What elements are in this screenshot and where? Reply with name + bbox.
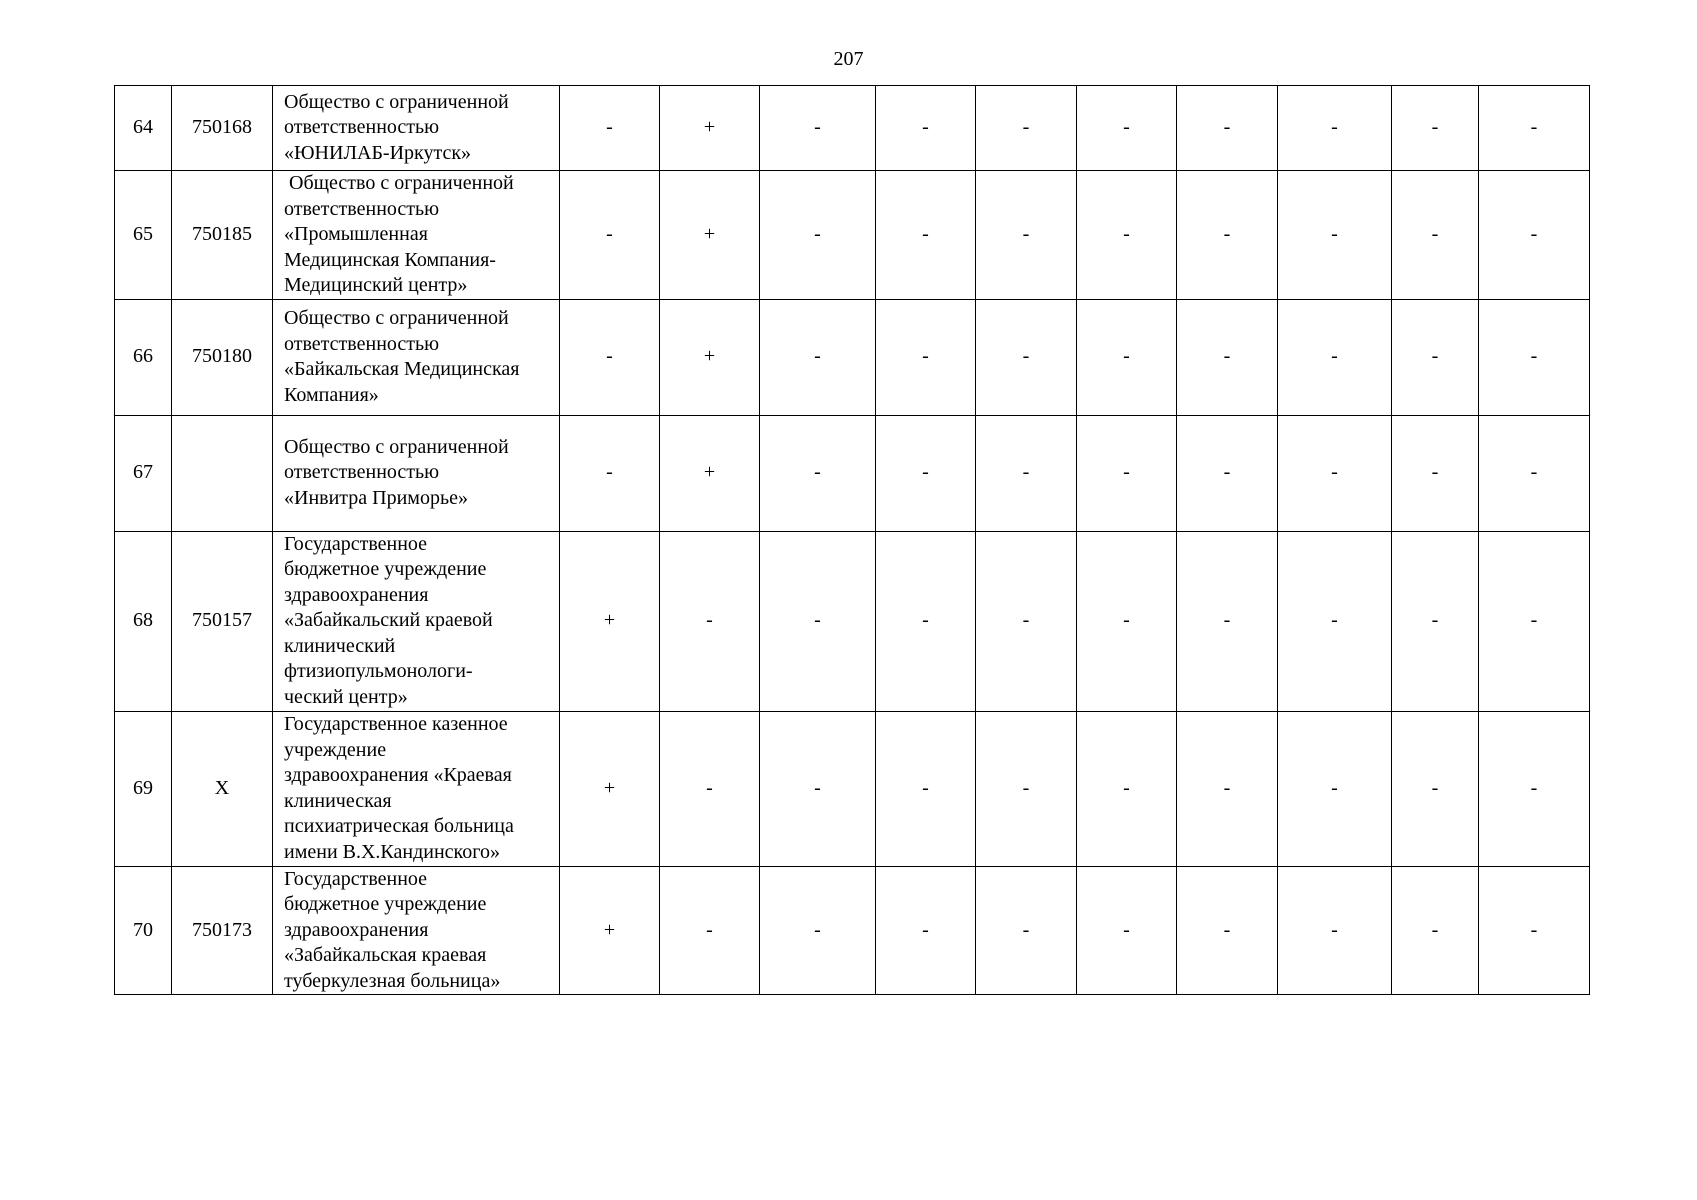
mark-cell: - — [760, 86, 876, 171]
row-number-cell: 68 — [115, 531, 172, 711]
table-row — [115, 171, 1590, 300]
mark-cell: - — [876, 171, 976, 300]
table-row — [115, 86, 1590, 171]
organization-name-cell: Общество с ограниченной ответственностью «Инвитра Приморье» — [273, 415, 560, 531]
mark-cell: - — [1479, 86, 1590, 171]
mark-cell: - — [1479, 711, 1590, 866]
mark-cell: - — [1278, 866, 1392, 995]
mark-cell: + — [560, 866, 660, 995]
registry-code-cell — [172, 415, 273, 531]
organization-name-cell: Государственное бюджетное учреждение здравоохранения «Забайкальский краевой клинический фтизиопульмонологи- ческий центр» — [273, 531, 560, 711]
mark-cell: - — [1479, 299, 1590, 415]
mark-cell: - — [760, 711, 876, 866]
registry-code-cell: 750168 — [172, 86, 273, 171]
mark-cell: - — [760, 415, 876, 531]
mark-cell: - — [1479, 531, 1590, 711]
mark-cell: + — [660, 86, 760, 171]
mark-cell: - — [1077, 711, 1177, 866]
mark-cell: - — [976, 299, 1077, 415]
mark-cell: - — [1392, 711, 1479, 866]
row-number-cell: 65 — [115, 171, 172, 300]
registry-code-cell: 750185 — [172, 171, 273, 300]
mark-cell: - — [1077, 531, 1177, 711]
mark-cell: - — [976, 171, 1077, 300]
mark-cell: - — [1077, 866, 1177, 995]
mark-cell: - — [1077, 299, 1177, 415]
mark-cell: - — [1077, 415, 1177, 531]
mark-cell: - — [876, 86, 976, 171]
mark-cell: - — [1479, 171, 1590, 300]
mark-cell: - — [1278, 171, 1392, 300]
mark-cell: - — [760, 531, 876, 711]
mark-cell: - — [560, 171, 660, 300]
mark-cell: + — [660, 299, 760, 415]
mark-cell: - — [1077, 86, 1177, 171]
mark-cell: - — [1278, 415, 1392, 531]
mark-cell: - — [1177, 171, 1278, 300]
table-row — [115, 711, 1590, 866]
registry-code-cell: Х — [172, 711, 273, 866]
table-body — [115, 86, 1590, 995]
mark-cell: - — [1392, 86, 1479, 171]
mark-cell: - — [1177, 86, 1278, 171]
mark-cell: - — [1479, 415, 1590, 531]
mark-cell: - — [760, 171, 876, 300]
organization-name-cell: Общество с ограниченной ответственностью «Байкальская Медицинская Компания» — [273, 299, 560, 415]
mark-cell: - — [660, 531, 760, 711]
mark-cell: - — [1278, 711, 1392, 866]
mark-cell: - — [760, 299, 876, 415]
mark-cell: + — [660, 415, 760, 531]
mark-cell: - — [876, 711, 976, 866]
mark-cell: - — [1392, 299, 1479, 415]
mark-cell: - — [560, 415, 660, 531]
mark-cell: - — [560, 299, 660, 415]
mark-cell: - — [660, 866, 760, 995]
mark-cell: - — [1177, 415, 1278, 531]
organization-name-cell: Государственное бюджетное учреждение здравоохранения «Забайкальская краевая туберкулезная больница» — [273, 866, 560, 995]
mark-cell: - — [1177, 299, 1278, 415]
mark-cell: - — [976, 531, 1077, 711]
page-number: 207 — [833, 48, 864, 70]
mark-cell: + — [560, 531, 660, 711]
table-row — [115, 531, 1590, 711]
row-number-cell: 64 — [115, 86, 172, 171]
mark-cell: - — [976, 415, 1077, 531]
mark-cell: - — [876, 299, 976, 415]
registry-code-cell: 750173 — [172, 866, 273, 995]
table-row — [115, 866, 1590, 995]
mark-cell: - — [976, 866, 1077, 995]
mark-cell: - — [1278, 299, 1392, 415]
mark-cell: - — [1479, 866, 1590, 995]
mark-cell: + — [560, 711, 660, 866]
mark-cell: - — [1177, 711, 1278, 866]
table-row — [115, 299, 1590, 415]
row-number-cell: 69 — [115, 711, 172, 866]
mark-cell: - — [976, 86, 1077, 171]
organization-name-cell: Общество с ограниченной ответственностью «ЮНИЛАБ-Иркутск» — [273, 86, 560, 171]
mark-cell: + — [660, 171, 760, 300]
mark-cell: - — [1392, 531, 1479, 711]
row-number-cell: 70 — [115, 866, 172, 995]
mark-cell: - — [1077, 171, 1177, 300]
row-number-cell: 66 — [115, 299, 172, 415]
mark-cell: - — [1177, 866, 1278, 995]
mark-cell: - — [560, 86, 660, 171]
mark-cell: - — [760, 866, 876, 995]
registry-table — [114, 85, 1590, 995]
mark-cell: - — [1392, 171, 1479, 300]
mark-cell: - — [876, 531, 976, 711]
mark-cell: - — [1278, 86, 1392, 171]
mark-cell: - — [1392, 866, 1479, 995]
mark-cell: - — [660, 711, 760, 866]
mark-cell: - — [876, 866, 976, 995]
mark-cell: - — [976, 711, 1077, 866]
registry-code-cell: 750157 — [172, 531, 273, 711]
mark-cell: - — [876, 415, 976, 531]
registry-code-cell: 750180 — [172, 299, 273, 415]
row-number-cell: 67 — [115, 415, 172, 531]
mark-cell: - — [1278, 531, 1392, 711]
organization-name-cell: Общество с ограниченной ответственностью «Промышленная Медицинская Компания- Медицинский центр» — [273, 171, 560, 300]
mark-cell: - — [1392, 415, 1479, 531]
organization-name-cell: Государственное казенное учреждение здравоохранения «Краевая клиническая психиатрическая больница имени В.Х.Кандинского» — [273, 711, 560, 866]
table-row — [115, 415, 1590, 531]
mark-cell: - — [1177, 531, 1278, 711]
